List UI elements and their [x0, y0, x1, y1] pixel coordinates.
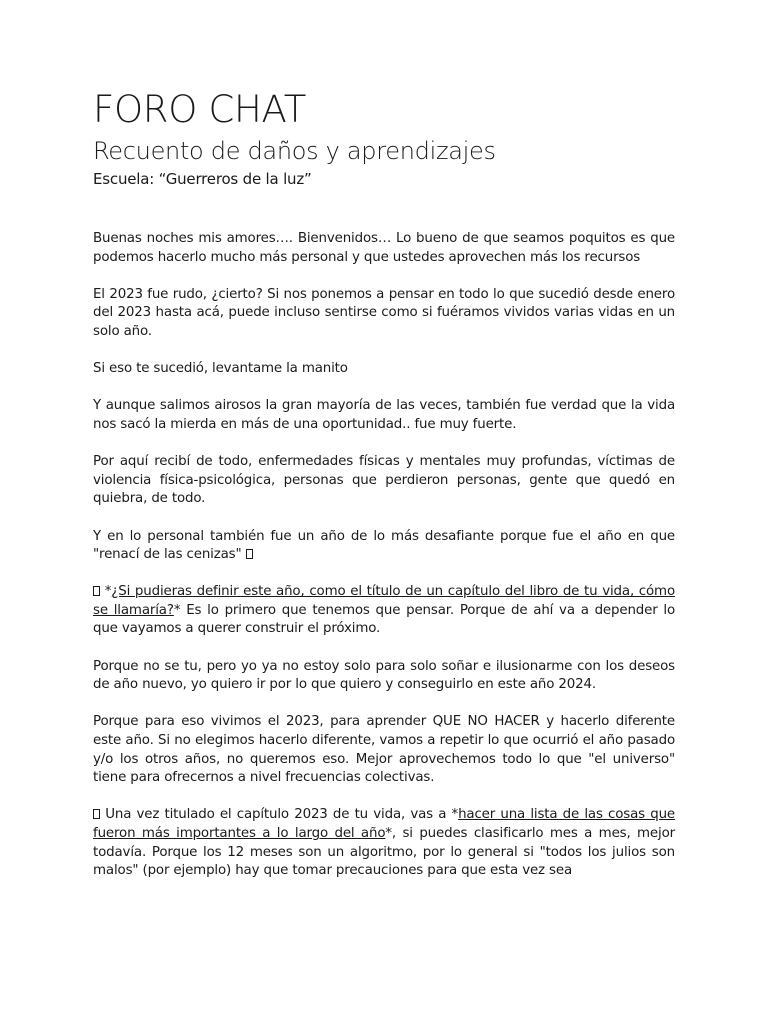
paragraph-8: Porque no se tu, pero yo ya no estoy solo para solo soñar e ilusionarme con los deseos de año nuevo, yo quiero ir por lo que quiero y conseguirlo en este año 2024.: [93, 658, 675, 693]
missing-glyph-icon: [93, 809, 100, 819]
paragraph-7: [93, 583, 675, 639]
missing-glyph-icon: [246, 549, 253, 559]
paragraph-2: El 2023 fue rudo, ¿cierto? Si nos ponemos a pensar en todo lo que sucedió desde enero del 2023 hasta acá, puede incluso sentirse como si fuéramos vividos varias vidas en un solo año.: [93, 286, 675, 339]
paragraph-10-post: *, si puedes clasificarlo mes a mes, mejor todavía. Porque los 12 meses son un algoritmo, por lo general si "todos los julios son malos" (por ejemplo) hay que tomar precauciones para que esta vez sea: [93, 826, 675, 879]
paragraph-6-text: Y en lo personal también fue un año de lo más desafiante porque fue el año en que "renací de las cenizas": [93, 528, 675, 563]
page-title: FORO CHAT: [93, 88, 306, 131]
body-text: [93, 230, 675, 881]
school-line: Escuela: “Guerreros de la luz”: [93, 170, 312, 188]
paragraph-10: [93, 806, 675, 880]
paragraph-1: Buenas noches mis amores…. Bienvenidos… Lo bueno de que seamos poquitos es que podemos hacerlo mucho más personal y que ustedes aprovechen más los recursos: [93, 231, 675, 265]
paragraph-7-pre: *: [104, 584, 112, 600]
paragraph-9: Porque para eso vivimos el 2023, para aprender QUE NO HACER y hacerlo diferente este año. Si no elegimos hacerlo diferente, vamos a repetir lo que ocurrió el año pasado y/o los otros años, no queremos eso. Mejor aprovechemos todo lo que "el universo" tiene para ofrecernos a nivel frecuencias colectivas.: [93, 714, 675, 786]
missing-glyph-icon: [93, 586, 100, 596]
paragraph-7-post: * Es lo primero que tenemos que pensar. Porque de ahí va a depender lo que vayamos a querer construir el próximo.: [93, 602, 676, 637]
paragraph-10-underlined: hacer una lista de las cosas que fueron más importantes a lo largo del año: [93, 807, 676, 841]
paragraph-3: Si eso te sucedió, levantame la manito: [93, 361, 348, 377]
paragraph-5: Por aquí recibí de todo, enfermedades físicas y mentales muy profundas, víctimas de violencia física-psicológica, personas que perdieron personas, gente que quedó en quiebra, de todo.: [93, 454, 675, 507]
paragraph-10-pre: Una vez titulado el capítulo 2023 de tu vida, vas a *: [100, 807, 459, 823]
document-page: [93, 88, 675, 899]
paragraph-6: [93, 528, 675, 565]
paragraph-7-underlined: ¿Si pudieras definir este año, como el título de un capítulo del libro de tu vida, cómo se llamaría?: [93, 584, 675, 618]
page-subtitle: Recuento de daños y aprendizajes: [93, 137, 496, 165]
paragraph-4: Y aunque salimos airosos la gran mayoría de las veces, también fue verdad que la vida nos sacó la mierda en más de una oportunidad.. fue muy fuerte.: [93, 398, 675, 432]
